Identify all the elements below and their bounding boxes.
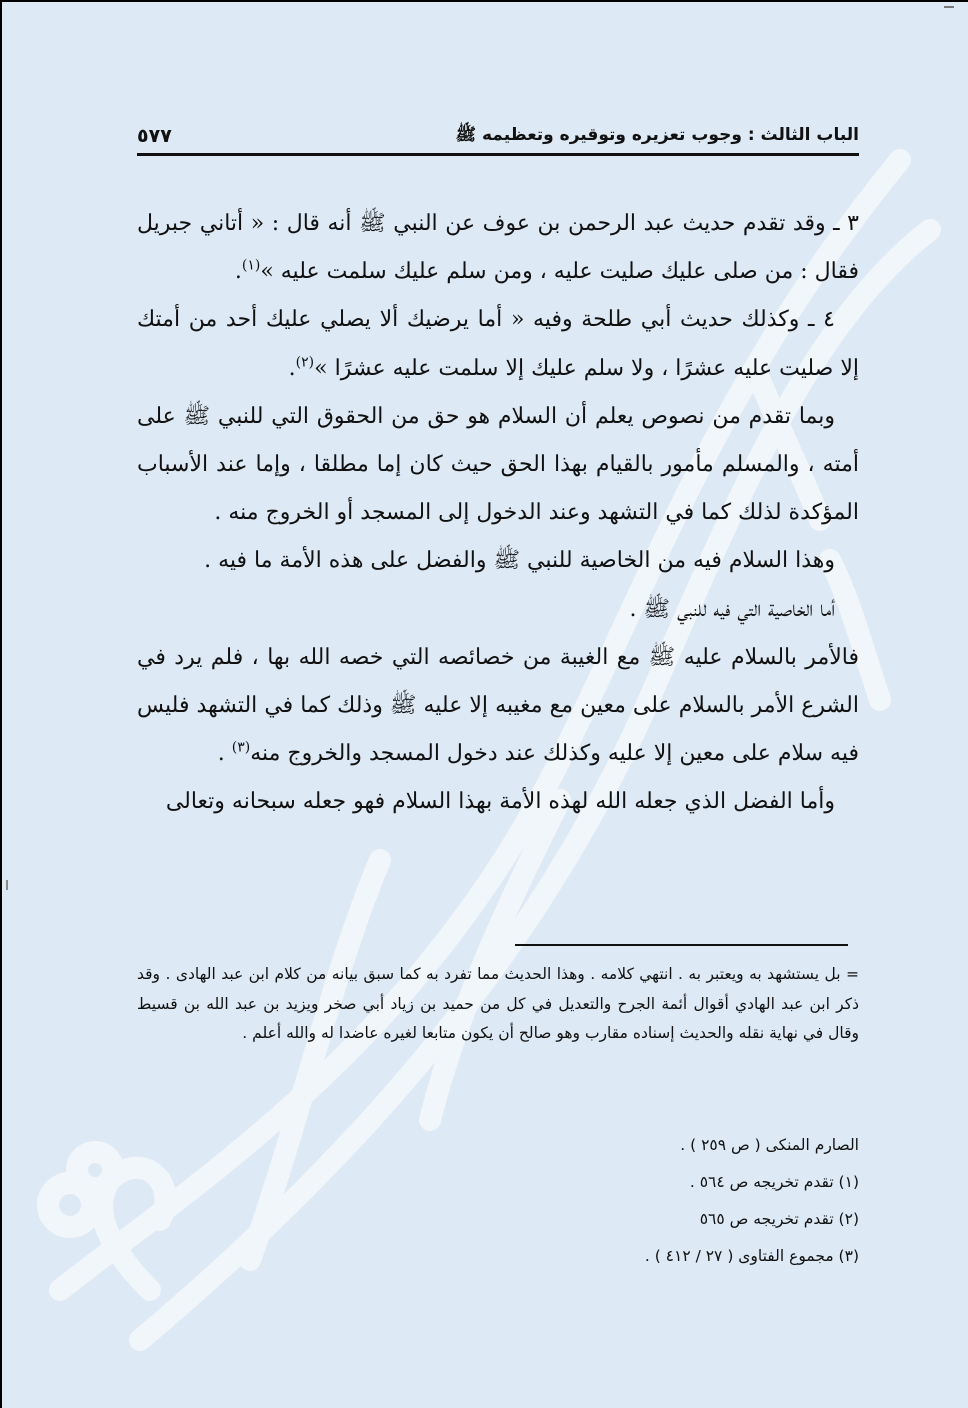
paragraph-command — [137, 634, 859, 779]
paragraph-specialty: أما الخاصية التي فيه للنبي ﷺ . — [629, 596, 835, 622]
paragraph-3 — [137, 200, 859, 296]
paragraph-virtue: وأما الفضل الذي جعله الله لهذه الأمة بهذا السلام فهو جعله سبحانه وتعالى — [165, 789, 835, 815]
paragraph-end: . — [217, 741, 232, 767]
paragraph-rights: وبما تقدم من نصوص يعلم أن السلام هو حق من الحقوق التي للنبي ﷺ على أمته ، والمسلم مأمور بالقيام بهذا الحق حيث كان إما مطلقا ، وإما عند الأسباب المؤكدة لذلك كما في التشهد وعند الدخول إلى المسجد أو الخروج منه . — [137, 403, 859, 526]
paragraph-end: . — [234, 259, 242, 285]
footnote-continuation-text: = بل يستشهد به ويعتبر به . انتهي كلامه . وهذا الحديث مما تفرد به كما سبق بيانه من كلام ابن عبد الهادى . وقد ذكر ابن عبد الهادي أقوال أئمة الجرح والتعديل في كل من حميد بن زياد أبي صخر ويزيد بن عبد الله بن قسيط وقال في نهاية نقله والحديث إسناده مقارب وهو صالح أن يكون متابعا لغيره عاضدا له والله أعلم . — [137, 965, 859, 1042]
paragraph-text: ٤ ـ وكذلك حديث أبي طلحة وفيه « أما يرضيك ألا يصلي عليك أحد من أمتك إلا صليت عليه عشرًا ، ولا سلم عليك إلا سلمت عليه عشرًا » — [137, 307, 859, 381]
paragraph-end: . — [288, 355, 296, 381]
footnote-1: (١) تقدم تخريجه ص ٥٦٤ . — [689, 1173, 859, 1191]
paragraph-4 — [137, 296, 859, 392]
running-title: الباب الثالث : وجوب تعزيره وتوقيره وتعظيمه ﷺ — [455, 124, 859, 145]
paragraph-text: فالأمر بالسلام عليه ﷺ مع الغيبة من خصائصه التي خصه الله بها ، فلم يرد في الشرع الأمر بالسلام على معين مع مغيبه إلا عليه ﷺ وذلك كما في التشهد فليس فيه سلام على معين إلا عليه وكذلك عند دخول المسجد والخروج منه — [137, 644, 859, 767]
paragraph-text: ٣ ـ وقد تقدم حديث عبد الرحمن بن عوف عن النبي ﷺ أنه قال : « أتاني جبريل فقال : من صلى عليك صليت عليه ، ومن سلم عليك سلمت عليه » — [137, 211, 859, 285]
footnote-list — [137, 1127, 859, 1275]
paragraph-salam-virtue: وهذا السلام فيه من الخاصية للنبي ﷺ والفضل على هذه الأمة ما فيه . — [204, 548, 835, 574]
footnote-ref-2[interactable]: (٢) — [295, 354, 315, 371]
page-header — [137, 118, 859, 154]
footnote-ref-1[interactable]: (١) — [241, 257, 261, 274]
main-text — [137, 200, 859, 827]
footnote-3: (٣) مجموع الفتاوى ( ٢٧ / ٤١٢ ) . — [644, 1247, 859, 1265]
footnote-separator — [515, 944, 848, 946]
page-number: ٥٧٧ — [137, 125, 172, 147]
header-rule — [137, 153, 859, 156]
footnotes-continuation — [137, 960, 859, 1049]
footnote-ref-3[interactable]: (٣) — [231, 739, 251, 756]
footnote-2: (٢) تقدم تخريجه ص ٥٦٥ — [699, 1210, 859, 1228]
footnote-source: الصارم المنكى ( ص ٢٥٩ ) . — [680, 1136, 859, 1154]
